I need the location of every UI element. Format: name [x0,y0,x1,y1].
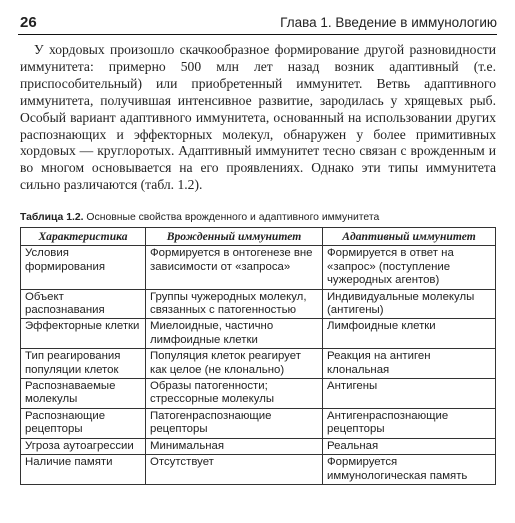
cell-adaptive: Лимфоидные клетки [323,319,496,349]
cell-adaptive: Индивидуальные молекулы (антигены) [323,289,496,319]
body-paragraph: У хордовых произошло скачкообразное формирование другой разновидности иммунитета: примерно 500 млн лет назад возник адаптивный (т.е. приспособительный) или приобретенный иммунитет. Ветвь адаптивного иммунитета, получившая интенсивное развитие, зародилась у хрящевых рыб. Особый вариант адаптивного иммунитета, основанный на использовании других распознающих и эффекторных молекул, обнаружен у более примитивных хордовых — круглоротых. Адаптивный иммунитет тесно связан с врожденным и во многом основывается на его проявлениях. Однако эти типы иммунитета сильно различаются (табл. 1.2). [20,42,496,193]
table-row [21,349,496,379]
column-header-adaptive: Адаптивный иммунитет [323,228,496,246]
table-caption-number: Таблица 1.2. [20,212,84,223]
cell-innate: Популяция клеток реагирует как целое (не клонально) [146,349,323,379]
cell-adaptive: Реакция на антиген клональная [323,349,496,379]
table-row [21,289,496,319]
properties-table [20,227,496,485]
cell-characteristic: Наличие памяти [21,455,146,485]
table-caption [20,212,379,223]
cell-characteristic: Объект распознавания [21,289,146,319]
cell-adaptive: Антигенраспознающие рецепторы [323,408,496,438]
table-row [21,455,496,485]
table-row [21,246,496,289]
table-row [21,319,496,349]
cell-adaptive: Реальная [323,438,496,454]
cell-characteristic: Эффекторные клетки [21,319,146,349]
cell-innate: Миелоидные, частично лимфоидные клетки [146,319,323,349]
cell-innate: Патогенраспознающие рецепторы [146,408,323,438]
cell-characteristic: Угроза аутоагрессии [21,438,146,454]
table-row [21,408,496,438]
column-header-characteristic: Характеристика [21,228,146,246]
cell-characteristic: Распознаваемые молекулы [21,379,146,409]
table-header-row [21,228,496,246]
running-header [18,12,497,35]
column-header-innate: Врожденный иммунитет [146,228,323,246]
table-row [21,379,496,409]
cell-innate: Отсутствует [146,455,323,485]
cell-innate: Группы чужеродных молекул, связанных с патогенностью [146,289,323,319]
cell-innate: Минимальная [146,438,323,454]
cell-innate: Образы патогенности; стрессорные молекулы [146,379,323,409]
table-row [21,438,496,454]
chapter-title: Глава 1. Введение в иммунологию [280,15,497,30]
cell-characteristic: Тип реагирования популяции клеток [21,349,146,379]
table-caption-text: Основные свойства врожденного и адаптивного иммунитета [86,212,380,223]
cell-characteristic: Распознающие рецепторы [21,408,146,438]
cell-innate: Формируется в онтогенезе вне зависимости от «запроса» [146,246,323,289]
cell-characteristic: Условия формирования [21,246,146,289]
cell-adaptive: Формируется иммунологическая память [323,455,496,485]
page-number: 26 [20,14,37,31]
cell-adaptive: Формируется в ответ на «запрос» (поступление чужеродных агентов) [323,246,496,289]
cell-adaptive: Антигены [323,379,496,409]
